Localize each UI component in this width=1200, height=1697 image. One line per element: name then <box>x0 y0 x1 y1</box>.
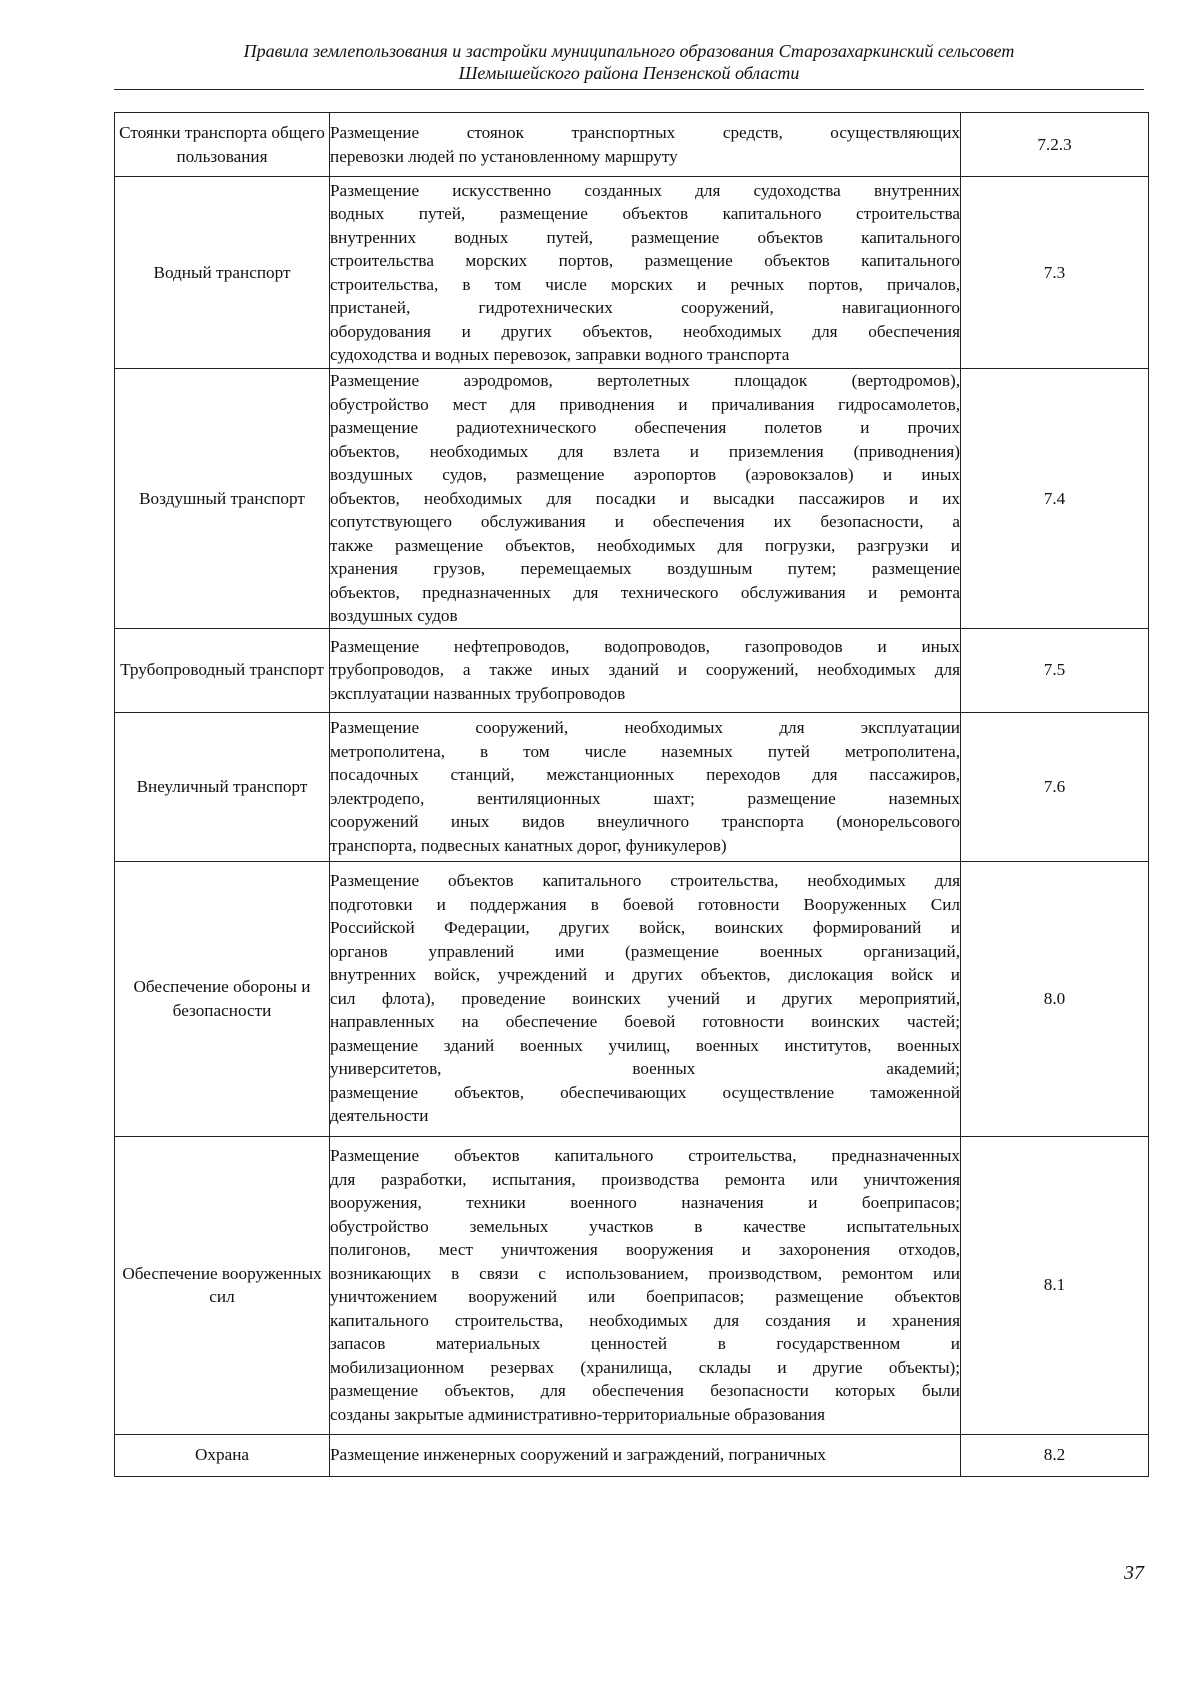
description-line: сил флота), проведение воинских учений и других мероприятий, <box>330 988 960 1008</box>
use-description-cell <box>330 1434 961 1476</box>
use-description-cell <box>330 861 961 1136</box>
description-line: электродепо, вентиляционных шахт; размещение наземных <box>330 788 960 808</box>
description-line: обустройство мест для приводнения и причаливания гидросамолетов, <box>330 394 960 414</box>
description-line: эксплуатации названных трубопроводов <box>330 683 626 703</box>
use-code-cell: 8.0 <box>961 861 1149 1136</box>
table-row <box>115 861 1149 1136</box>
description-line: обустройство земельных участков в качестве испытательных <box>330 1216 960 1236</box>
description-line: деятельности <box>330 1106 429 1126</box>
description-line: возникающих в связи с использованием, производством, ремонтом или <box>330 1263 960 1283</box>
description-line: Размещение объектов капитального строительства, необходимых для <box>330 871 960 891</box>
use-code-cell: 8.2 <box>961 1434 1149 1476</box>
use-code-cell: 7.2.3 <box>961 113 1149 177</box>
page-number: 37 <box>1124 1562 1144 1584</box>
use-code-cell: 8.1 <box>961 1136 1149 1434</box>
description-line: направленных на обеспечение боевой готовности воинских частей; <box>330 1012 960 1032</box>
description-line: внутренних войск, учреждений и других объектов, дислокация войск и <box>330 965 960 985</box>
use-description-cell <box>330 628 961 712</box>
use-description-cell <box>330 177 961 369</box>
use-name-cell: Воздушный транспорт <box>115 369 330 629</box>
use-description-cell <box>330 1136 961 1434</box>
description-line: хранения грузов, перемещаемых воздушным путем; размещение <box>330 559 960 578</box>
description-line: объектов, необходимых для взлета и приземления (приводнения) <box>330 441 960 461</box>
description-line: органов управлений ими (размещение военных организаций, <box>330 941 960 961</box>
use-name-cell: Охрана <box>115 1434 330 1476</box>
land-use-table <box>114 112 1149 1477</box>
description-line: воздушных судов, размещение аэропортов (аэровокзалов) и иных <box>330 465 960 484</box>
description-line: Российской Федерации, других войск, воинских формирований и <box>330 918 960 938</box>
description-line: Размещение инженерных сооружений и заграждений, пограничных <box>330 1445 826 1465</box>
description-line: сопутствующего обслуживания и обеспечения их безопасности, а <box>330 512 960 531</box>
description-line: уничтожением вооружений или боеприпасов; размещение объектов <box>330 1287 960 1306</box>
use-code-cell: 7.3 <box>961 177 1149 369</box>
description-line: метрополитена, в том числе наземных путей метрополитена, <box>330 741 960 761</box>
description-line: размещение радиотехнического обеспечения полетов и прочих <box>330 418 960 437</box>
description-line: Размещение искусственно созданных для судоходства внутренних <box>330 180 960 200</box>
description-line: пристаней, гидротехнических сооружений, навигационного <box>330 298 960 317</box>
description-line: также размещение объектов, необходимых для погрузки, разгрузки и <box>330 535 960 555</box>
header-line-2: Шемышейского района Пензенской области <box>458 63 800 83</box>
description-line: оборудования и других объектов, необходимых для обеспечения <box>330 321 960 341</box>
description-line: запасов материальных ценностей в государственном и <box>330 1334 960 1353</box>
description-line: транспорта, подвесных канатных дорог, фуникулеров) <box>330 835 727 855</box>
description-line: водных путей, размещение объектов капитального строительства <box>330 204 960 223</box>
description-line: размещение объектов, для обеспечения безопасности которых были <box>330 1381 960 1400</box>
use-name-cell: Трубопроводный транспорт <box>115 628 330 712</box>
description-line: объектов, необходимых для посадки и высадки пассажиров и их <box>330 488 960 508</box>
table-row <box>115 628 1149 712</box>
header-line-1: Правила землепользования и застройки муниципального образования Старозахаркинский сельсовет <box>243 41 1015 61</box>
description-line: размещение объектов, обеспечивающих осуществление таможенной <box>330 1082 960 1102</box>
table-row <box>115 712 1149 861</box>
running-header <box>114 40 1144 84</box>
table-body <box>115 113 1149 1477</box>
description-line: Размещение сооружений, необходимых для эксплуатации <box>330 718 960 737</box>
table-row <box>115 369 1149 629</box>
use-code-cell: 7.4 <box>961 369 1149 629</box>
description-line: для разработки, испытания, производства ремонта или уничтожения <box>330 1169 960 1189</box>
header-rule <box>114 89 1144 90</box>
description-line: воздушных судов <box>330 606 458 625</box>
description-line: университетов, военных академий; <box>330 1059 960 1079</box>
description-line: Размещение аэродромов, вертолетных площадок (вертодромов), <box>330 371 960 390</box>
use-name-cell: Водный транспорт <box>115 177 330 369</box>
description-line: посадочных станций, межстанционных переходов для пассажиров, <box>330 765 960 784</box>
use-description-cell <box>330 712 961 861</box>
use-name-cell: Обеспечение обороны и безопасности <box>115 861 330 1136</box>
description-line: трубопроводов, а также иных зданий и сооружений, необходимых для <box>330 660 960 680</box>
table-row <box>115 1136 1149 1434</box>
description-line: сооружений иных видов внеуличного транспорта (монорельсового <box>330 812 960 831</box>
description-line: Размещение нефтепроводов, водопроводов, газопроводов и иных <box>330 636 960 656</box>
description-line: перевозки людей по установленному маршруту <box>330 146 678 166</box>
table-row <box>115 177 1149 369</box>
description-line: Размещение объектов капитального строительства, предназначенных <box>330 1146 960 1165</box>
description-line: строительства морских портов, размещение объектов капитального <box>330 251 960 270</box>
use-description-cell <box>330 369 961 629</box>
table-row <box>115 1434 1149 1476</box>
description-line: судоходства и водных перевозок, заправки водного транспорта <box>330 345 790 364</box>
description-line: строительства, в том числе морских и речных портов, причалов, <box>330 274 960 294</box>
description-line: объектов, предназначенных для технического обслуживания и ремонта <box>330 582 960 602</box>
use-code-cell: 7.6 <box>961 712 1149 861</box>
description-line: полигонов, мест уничтожения вооружения и захоронения отходов, <box>330 1240 960 1259</box>
table-row <box>115 113 1149 177</box>
description-line: размещение зданий военных училищ, военных институтов, военных <box>330 1035 960 1055</box>
description-line: Размещение стоянок транспортных средств, осуществляющих <box>330 123 960 142</box>
use-code-cell: 7.5 <box>961 628 1149 712</box>
description-line: внутренних водных путей, размещение объектов капитального <box>330 227 960 247</box>
description-line: мобилизационном резервах (хранилища, склады и другие объекты); <box>330 1357 960 1377</box>
description-line: капитального строительства, необходимых для создания и хранения <box>330 1310 960 1330</box>
description-line: вооружения, техники военного назначения и боеприпасов; <box>330 1193 960 1212</box>
use-name-cell: Внеуличный транспорт <box>115 712 330 861</box>
use-description-cell <box>330 113 961 177</box>
use-name-cell: Стоянки транспорта общего пользования <box>115 113 330 177</box>
description-line: созданы закрытые административно-территориальные образования <box>330 1404 826 1424</box>
use-name-cell: Обеспечение вооруженных сил <box>115 1136 330 1434</box>
description-line: подготовки и поддержания в боевой готовности Вооруженных Сил <box>330 894 960 914</box>
